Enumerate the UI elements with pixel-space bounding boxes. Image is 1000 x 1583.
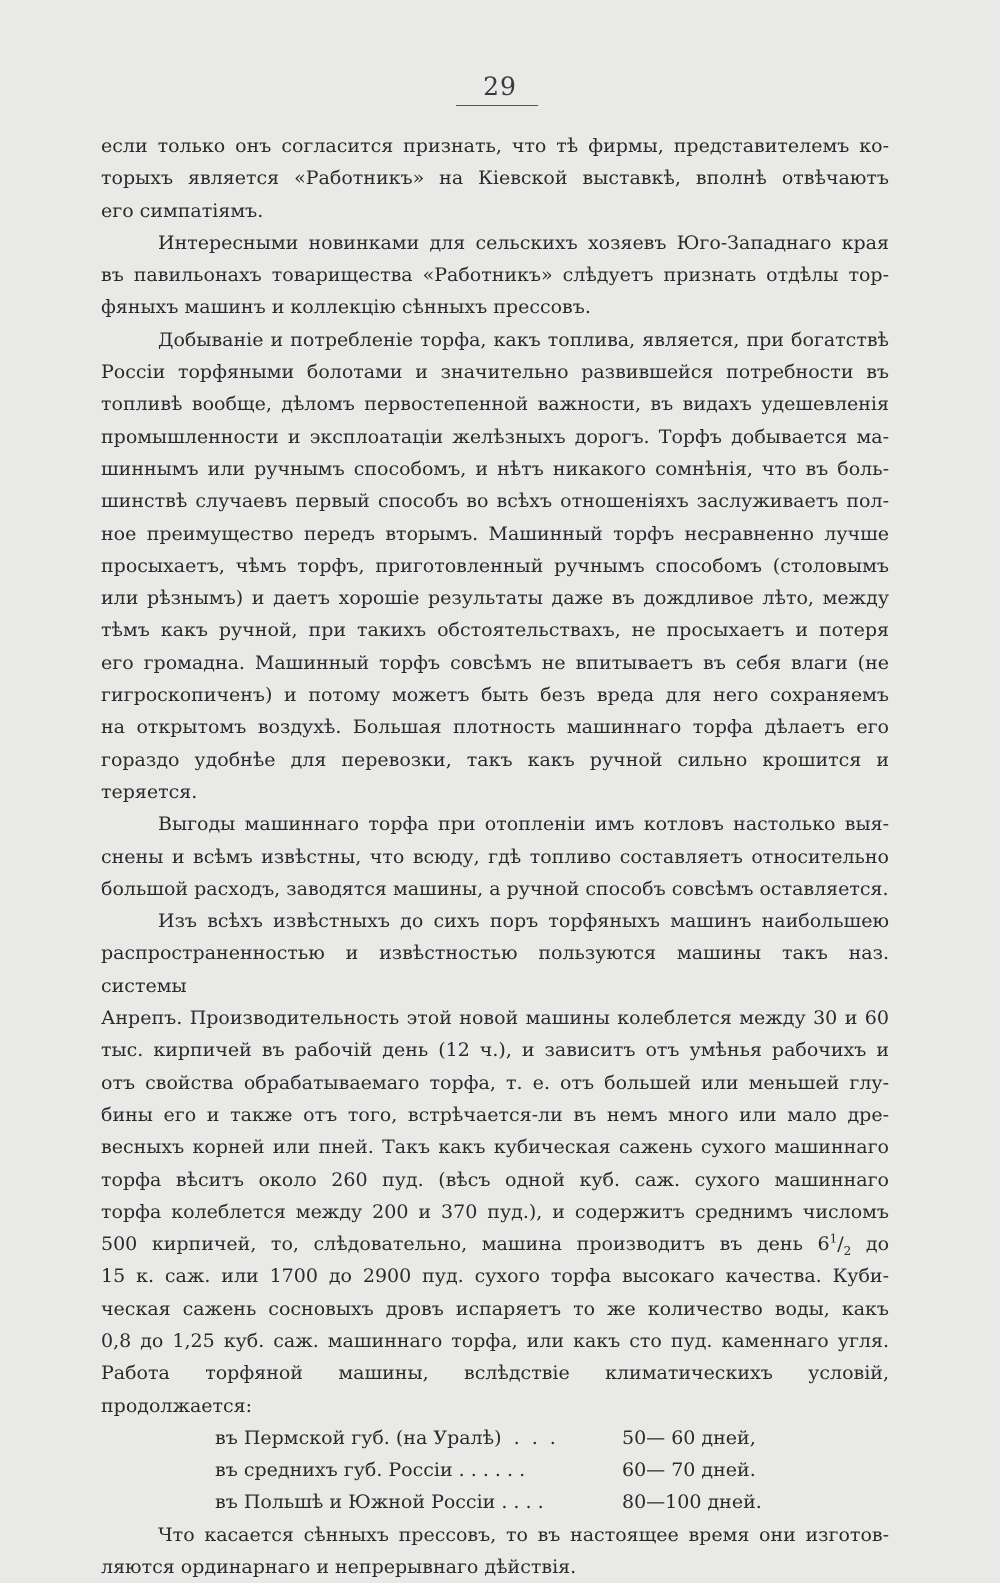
text-line: тѣмъ какъ ручной, при такихъ обстоятельствахъ, не просыхаетъ и потеря	[101, 619, 889, 642]
text-line: 15 к. саж. или 1700 до 2900 пуд. сухого торфа высокаго качества. Куби-	[101, 1265, 889, 1288]
text-line: промышленности и эксплоатаціи желѣзныхъ дорогъ. Торфъ добывается ма-	[101, 425, 889, 448]
table-cell-days: 60— 70 дней.	[622, 1459, 756, 1482]
season-table	[101, 1422, 889, 1519]
text-fragment: 500 кирпичей, то, слѣдовательно, машина производитъ въ день	[101, 1233, 803, 1256]
table-cell-place: въ Пермской губ. (на Уралѣ) . . .	[215, 1426, 556, 1449]
text-line: его громадна. Машинный торфъ совсѣмъ не впитываетъ въ себя влаги (не	[101, 651, 889, 674]
table-cell-place: въ Польшѣ и Южной Россіи . . . .	[215, 1491, 544, 1514]
text-line: теряется.	[101, 780, 198, 803]
text-line: шинствѣ случаевъ первый способъ во всѣхъ отношеніяхъ заслуживаетъ пол-	[101, 490, 889, 513]
text-line: 500 кирпичей, то, слѣдовательно, машина производитъ въ день $6^1/_2$ до	[101, 1231, 890, 1258]
text-line: если только онъ согласится признать, что тѣ фирмы, представителемъ ко-	[101, 135, 889, 157]
text-line: большой расходъ, заводятся машины, а ручной способъ совсѣмъ оставляется.	[101, 877, 889, 900]
text-line: снены и всѣмъ извѣстны, что всюду, гдѣ топливо составляетъ относительно	[101, 845, 889, 868]
text-line: ляются ординарнаго и непрерывнаго дѣйствія.	[101, 1556, 577, 1579]
text-line: тыс. кирпичей въ рабочій день (12 ч.), и зависитъ отъ умѣнья рабочихъ и	[101, 1039, 889, 1062]
text-line: топливѣ вообще, дѣломъ первостепенной важности, въ видахъ удешевленія	[101, 393, 889, 416]
text-line: просыхаетъ, чѣмъ торфъ, приготовленный ручнымъ способомъ (столовымъ	[101, 554, 889, 577]
text-line: Россіи торфяными болотами и значительно развившейся потребности въ	[101, 361, 889, 384]
text-line: торыхъ является «Работникъ» на Кіевской выставкѣ, вполнѣ отвѣчаютъ	[101, 167, 889, 190]
text-line: весныхъ корней или пней. Такъ какъ кубическая сажень сухого машиннаго	[101, 1136, 889, 1159]
text-line: его симпатіямъ.	[101, 199, 264, 222]
text-line: 0,8 до 1,25 куб. саж. машиннаго торфа, или какъ сто пуд. каменнаго угля.	[101, 1329, 889, 1352]
text-line: Интересными новинками для сельскихъ хозяевъ Юго-Западнаго края	[158, 231, 889, 254]
fraction-numerator: 1	[829, 1231, 838, 1246]
text-line: Изъ всѣхъ извѣстныхъ до сихъ поръ торфяныхъ машинъ наибольшею	[158, 910, 889, 933]
table-row	[101, 1422, 889, 1454]
text-line: или рѣзнымъ) и даетъ хорошіе результаты даже въ дождливое лѣто, между	[101, 587, 889, 610]
header-rule	[456, 105, 538, 106]
table-row	[101, 1454, 889, 1486]
text-line: ческая сажень сосновыхъ дровъ испаряетъ то же количество воды, какъ	[101, 1297, 889, 1320]
text-line: распространенностью и извѣстностью пользуются машины такъ наз. системы	[101, 942, 889, 997]
body-text	[101, 130, 889, 1583]
text-line: въ павильонахъ товарищества «Работникъ» слѣдуетъ признать отдѣлы тор-	[101, 264, 889, 287]
text-line: фяныхъ машинъ и коллекцію сѣнныхъ прессовъ.	[101, 296, 591, 319]
text-line: отъ свойства обрабатываемаго торфа, т. е. отъ большей или меньшей глу-	[101, 1071, 889, 1094]
text-line: бины его и также отъ того, встрѣчается-ли въ немъ много или мало дре-	[101, 1103, 889, 1126]
text-line: на открытомъ воздухѣ. Большая плотность машиннаго торфа дѣлаетъ его	[101, 716, 889, 739]
fraction-denominator: 2	[843, 1243, 852, 1258]
text-fragment: до	[865, 1233, 890, 1256]
text-line: Анрепъ. Производительность этой новой машины колеблется между 30 и 60	[101, 1007, 889, 1030]
text-line: Что касается сѣнныхъ прессовъ, то въ настоящее время они изготов-	[158, 1523, 889, 1546]
table-cell-days: 80—100 дней.	[622, 1491, 762, 1514]
page-number: 29	[483, 72, 517, 101]
table-cell-place: въ среднихъ губ. Россіи . . . . . .	[215, 1459, 526, 1482]
text-line: торфа колеблется между 200 и 370 пуд.), и содержитъ среднимъ числомъ	[101, 1200, 889, 1223]
table-row	[101, 1486, 889, 1518]
fraction-whole: 6	[817, 1233, 830, 1256]
text-line: ное преимущество передъ вторымъ. Машинный торфъ несравненно лучше	[101, 522, 889, 545]
text-line: гораздо удобнѣе для перевозки, такъ какъ ручной сильно крошится и	[101, 748, 889, 771]
text-line: торфа вѣситъ около 260 пуд. (вѣсъ одной куб. саж. сухого машиннаго	[101, 1168, 889, 1191]
text-line: Добываніе и потребленіе торфа, какъ топлива, является, при богатствѣ	[158, 328, 889, 351]
text-line: Выгоды машиннаго торфа при отопленіи имъ котловъ настолько выя-	[158, 813, 889, 836]
text-line: шиннымъ или ручнымъ способомъ, и нѣтъ никакого сомнѣнія, что въ боль-	[101, 457, 889, 480]
table-cell-days: 50— 60 дней,	[622, 1426, 756, 1449]
text-line: Работа торфяной машины, вслѣдствіе климатическихъ условій, продолжается:	[101, 1362, 889, 1417]
text-line: гигроскопиченъ) и потому можетъ быть безъ вреда для него сохраняемъ	[101, 684, 889, 707]
